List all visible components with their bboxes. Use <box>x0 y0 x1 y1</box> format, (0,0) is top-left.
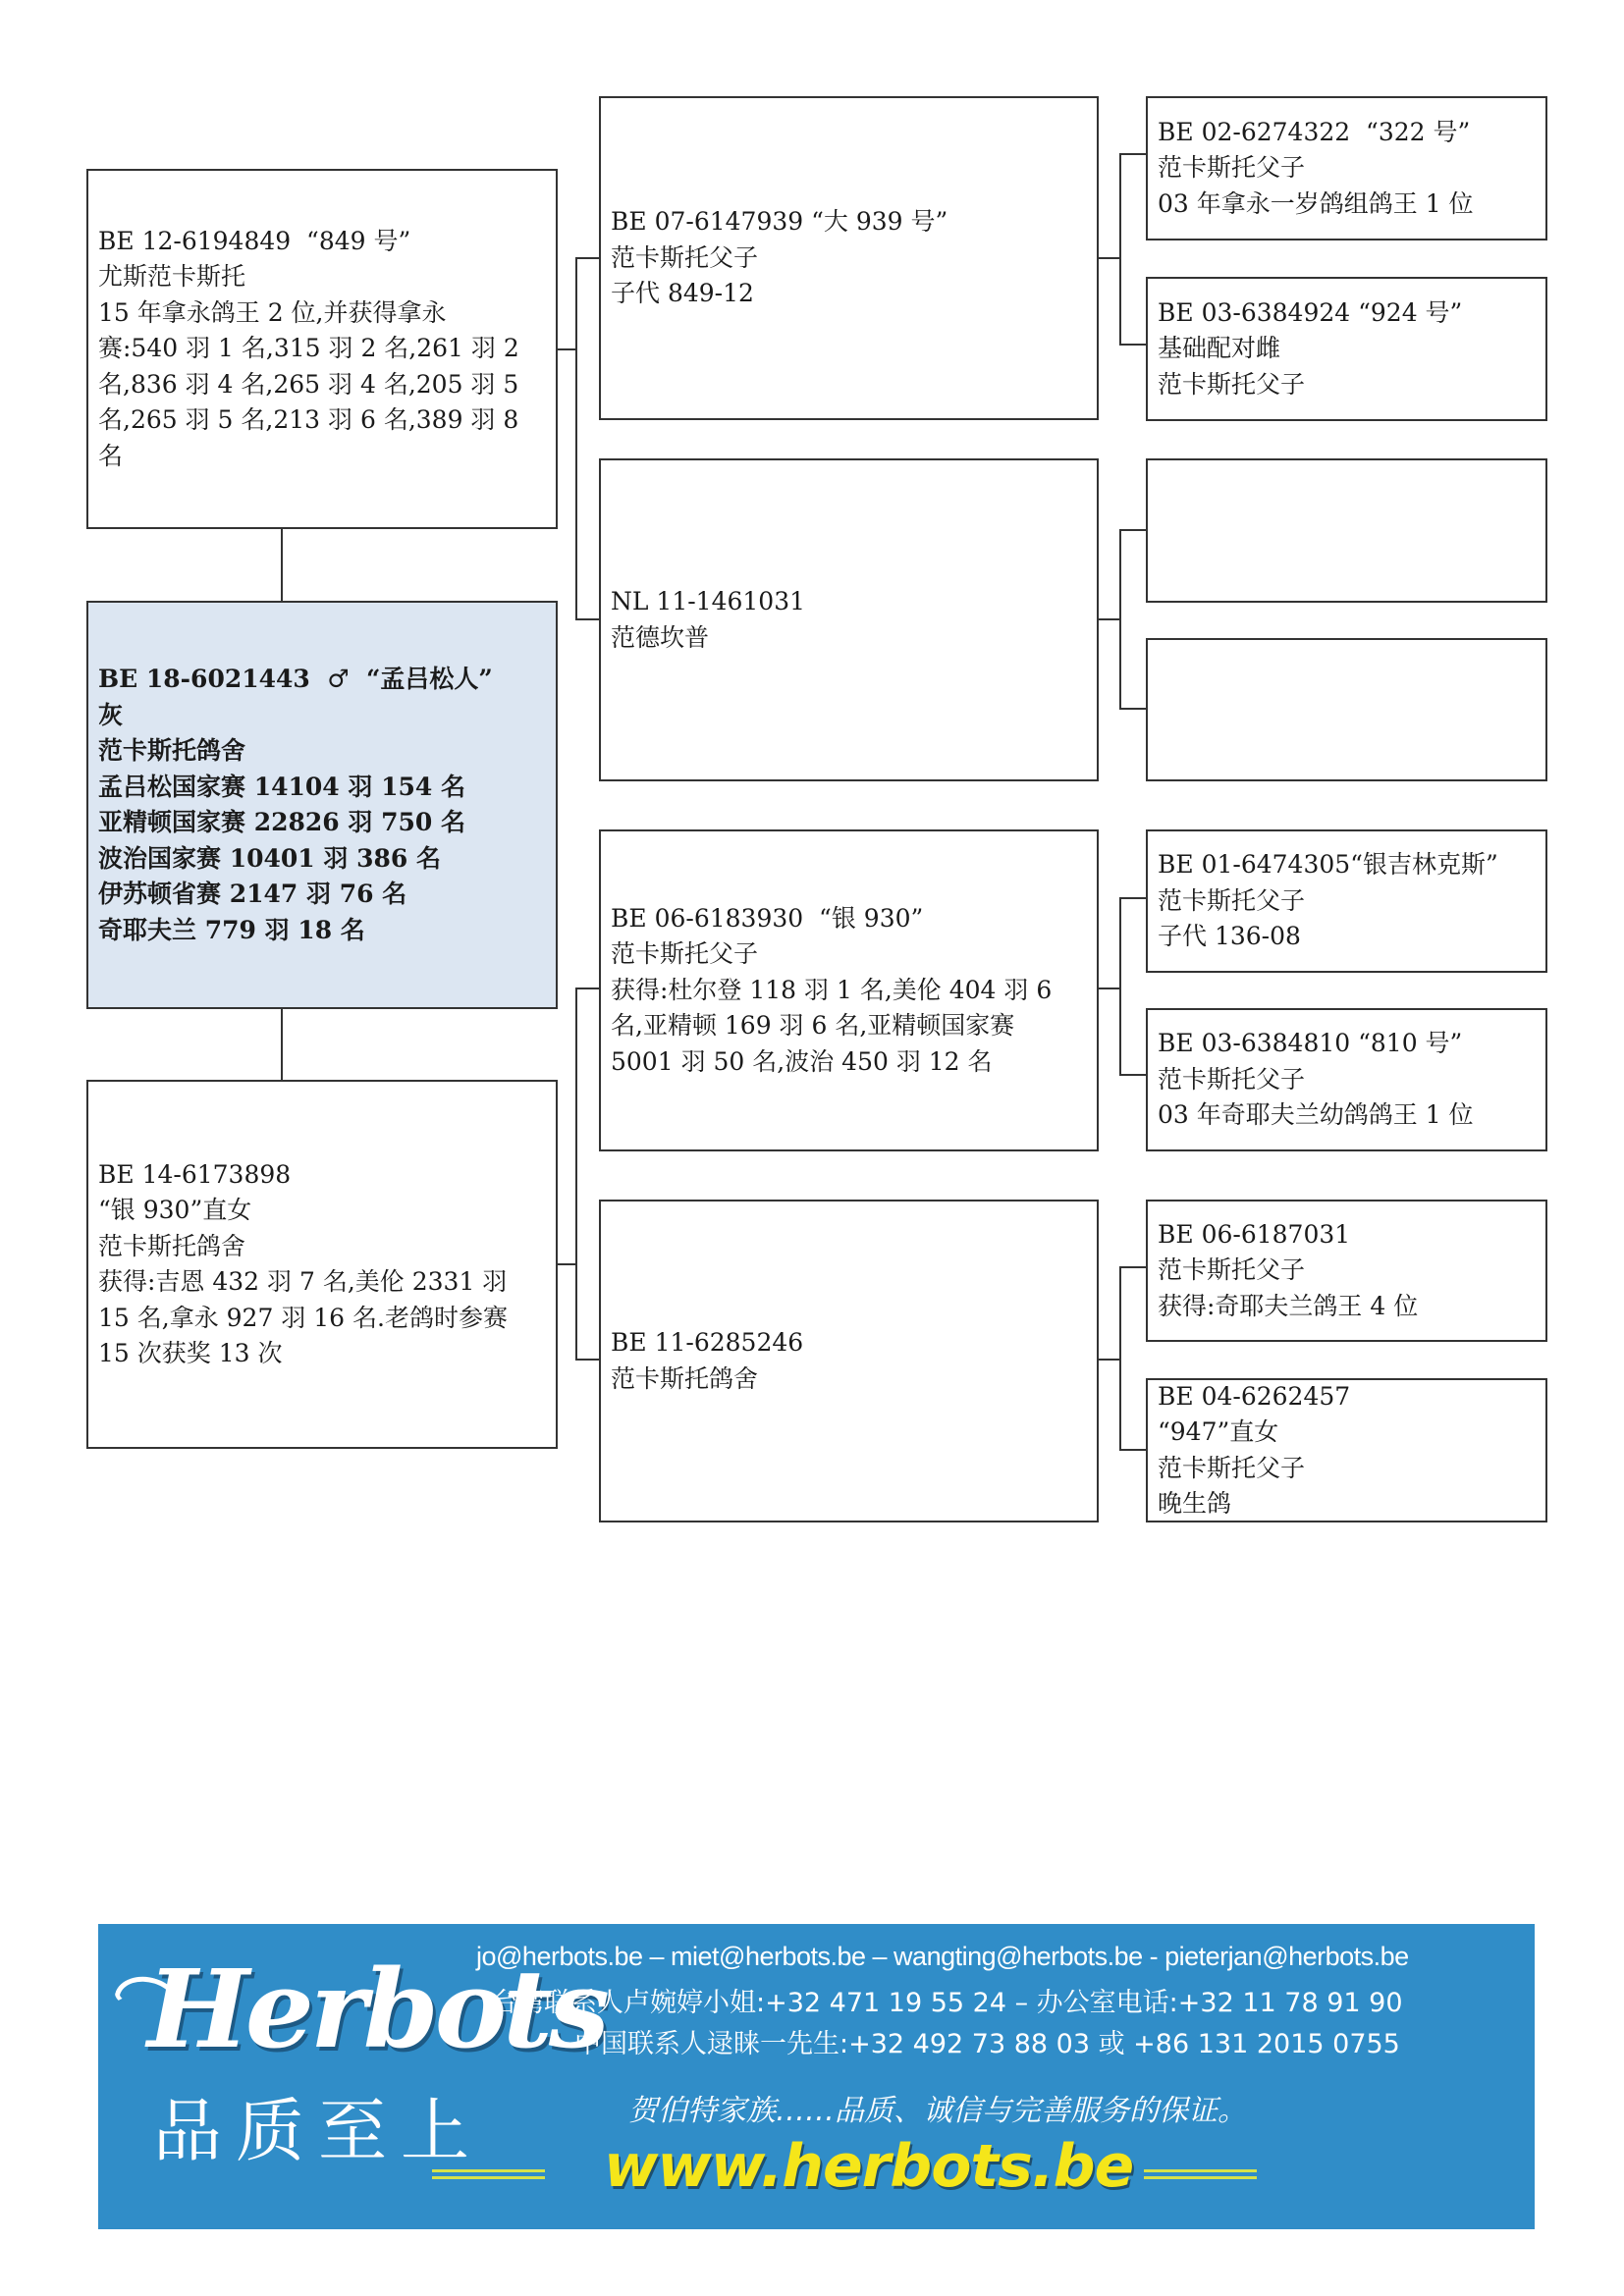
banner-china-contact: 中国联系人逯睐一先生:+32 492 73 88 03 或 +86 131 2015 0755 <box>574 2029 1400 2059</box>
connector-gp1-out <box>1098 257 1121 259</box>
pedigree-text-line: BE 11-6285246 <box>611 1328 804 1357</box>
pedigree-box-sire <box>86 169 558 529</box>
connector-dam-fork <box>575 988 577 1361</box>
pedigree-text-line: 波治国家赛 10401 羽 386 名 <box>98 843 441 873</box>
pedigree-box-great-grandparent-empty <box>1146 458 1547 603</box>
pedigree-text-line: 范卡斯托父子 <box>611 939 759 969</box>
pedigree-text-line: 子代 136-08 <box>1158 922 1301 951</box>
pedigree-text-line: 03 年奇耶夫兰幼鸽鸽王 1 位 <box>1158 1100 1474 1130</box>
pedigree-text-line: 15 年拿永鸽王 2 位,并获得拿永 <box>98 297 447 327</box>
herbots-banner <box>98 1924 1535 2229</box>
pedigree-box-grandparent <box>599 1200 1099 1522</box>
decorative-double-line-left <box>432 2169 545 2179</box>
pedigree-text-line: BE 01-6474305“银吉林克斯” <box>1158 850 1498 880</box>
pedigree-text-line: BE 07-6147939 “大 939 号” <box>611 207 948 237</box>
pedigree-text-line: BE 06-6187031 <box>1158 1219 1351 1249</box>
banner-tagline: 贺伯特家族……品质、诚信与完善服务的保证。 <box>628 2094 1247 2128</box>
connector-gp2-out <box>1098 618 1121 620</box>
pedigree-text-line: 5001 羽 50 名,波治 450 羽 12 名 <box>611 1046 993 1076</box>
pedigree-text-line: 获得:奇耶夫兰鸽王 4 位 <box>1158 1291 1419 1320</box>
connector-to-ggp4 <box>1119 708 1146 710</box>
pedigree-text-line: 范卡斯托鸽舍 <box>611 1363 759 1393</box>
pedigree-text-line: 范德坎普 <box>611 622 710 652</box>
pedigree-text-line: BE 03-6384924 “924 号” <box>1158 297 1463 327</box>
pedigree-box-great-grandparent <box>1146 1008 1547 1151</box>
connector-to-gp2 <box>575 618 599 620</box>
pedigree-box-grandparent <box>599 458 1099 781</box>
connector-to-gp3 <box>575 988 599 989</box>
connector-sire-out <box>557 348 577 350</box>
banner-taiwan-contact: 台湾联系人卢婉婷小姐:+32 471 19 55 24 – 办公室电话:+32 11 78 91 90 <box>491 1988 1403 2018</box>
connector-gp4-fork <box>1119 1266 1121 1451</box>
pedigree-text-line: 名,265 羽 5 名,213 羽 6 名,389 羽 8 <box>98 405 519 435</box>
pedigree-box-great-grandparent <box>1146 1378 1547 1522</box>
pedigree-text-line: 尤斯范卡斯托 <box>98 262 246 292</box>
connector-gp4-out <box>1098 1359 1121 1361</box>
connector-to-gp1 <box>575 257 599 259</box>
pedigree-box-great-grandparent <box>1146 829 1547 973</box>
banner-slogan: 品质至上 <box>153 2091 483 2171</box>
connector-to-ggp5 <box>1119 897 1146 899</box>
decorative-double-line-right <box>1144 2169 1257 2179</box>
pedigree-text-line: 赛:540 羽 1 名,315 羽 2 名,261 羽 2 <box>98 334 519 363</box>
pedigree-text-line: 伊苏顿省赛 2147 羽 76 名 <box>98 880 407 908</box>
pedigree-text-line: 奇耶夫兰 779 羽 18 名 <box>98 915 365 944</box>
pedigree-text-line: BE 04-6262457 <box>1158 1381 1351 1411</box>
pedigree-text-line: BE 14-6173898 <box>98 1159 292 1189</box>
pedigree-text-line: 范卡斯托父子 <box>1158 369 1306 399</box>
connector-gp3-out <box>1098 988 1121 989</box>
connector-dam-out <box>557 1263 577 1265</box>
pedigree-text-line: 基础配对雌 <box>1158 334 1281 363</box>
pedigree-text-line: “银 930”直女 <box>98 1196 252 1224</box>
pedigree-box-grandparent <box>599 829 1099 1151</box>
pedigree-box-dam <box>86 1080 558 1449</box>
connector-gp3-fork <box>1119 897 1121 1076</box>
pedigree-text-line: 15 次获奖 13 次 <box>98 1339 283 1367</box>
pedigree-text-line: BE 03-6384810 “810 号” <box>1158 1029 1463 1058</box>
pedigree-text-line: BE 06-6183930 “银 930” <box>611 903 924 933</box>
pedigree-text-line: “947”直女 <box>1158 1417 1279 1446</box>
pedigree-box-great-grandparent <box>1146 96 1547 240</box>
pedigree-text-line: 范卡斯托鸽舍 <box>98 1231 246 1260</box>
pedigree-text-line: 晚生鸽 <box>1158 1489 1232 1518</box>
pedigree-box-great-grandparent-empty <box>1146 638 1547 781</box>
pedigree-text-line: 灰 <box>98 700 124 729</box>
connector-to-ggp6 <box>1119 1074 1146 1076</box>
connector-to-gp4 <box>575 1359 599 1361</box>
pedigree-text-line: BE 18-6021443 ♂ “孟吕松人” <box>98 665 493 693</box>
connector-to-ggp8 <box>1119 1449 1146 1451</box>
connector-sire-subject <box>281 528 283 601</box>
pedigree-text-line: 范卡斯托父子 <box>611 242 759 272</box>
connector-to-ggp3 <box>1119 529 1146 531</box>
pedigree-text-line: 名 <box>98 441 124 470</box>
pedigree-text-line: 获得:吉恩 432 羽 7 名,美伦 2331 羽 <box>98 1267 508 1296</box>
pedigree-text-line: 范卡斯托父子 <box>1158 1453 1306 1482</box>
pedigree-text-line: 子代 849-12 <box>611 279 754 308</box>
pedigree-box-great-grandparent <box>1146 277 1547 421</box>
pedigree-text-line: 15 名,拿永 927 羽 16 名.老鸽时参赛 <box>98 1303 508 1332</box>
pedigree-box-subject <box>86 601 558 1009</box>
connector-subject-dam <box>281 1008 283 1080</box>
pedigree-text-line: 范卡斯托父子 <box>1158 1064 1306 1094</box>
pedigree-text-line: 获得:杜尔登 118 羽 1 名,美伦 404 羽 6 <box>611 975 1053 1004</box>
pedigree-box-great-grandparent <box>1146 1200 1547 1342</box>
banner-website-link[interactable]: www.herbots.be <box>604 2132 1134 2201</box>
connector-sire-fork <box>575 257 577 620</box>
connector-to-ggp7 <box>1119 1266 1146 1268</box>
connector-gp1-fork <box>1119 153 1121 346</box>
pedigree-text-line: 孟吕松国家赛 14104 羽 154 名 <box>98 772 465 801</box>
pedigree-text-line: NL 11-1461031 <box>611 587 806 615</box>
pedigree-text-line: 范卡斯托父子 <box>1158 153 1306 183</box>
pedigree-text-line: 范卡斯托鸽舍 <box>98 736 246 765</box>
connector-to-ggp2 <box>1119 344 1146 346</box>
pedigree-text-line: 范卡斯托父子 <box>1158 885 1306 915</box>
banner-emails[interactable]: jo@herbots.be – miet@herbots.be – wangting@herbots.be - pieterjan@herbots.be <box>476 1942 1409 1971</box>
herbots-logo: Herbots <box>147 1946 606 2072</box>
connector-to-ggp1 <box>1119 153 1146 155</box>
pedigree-text-line: 范卡斯托父子 <box>1158 1255 1306 1285</box>
pedigree-text-line: 亚精顿国家赛 22826 羽 750 名 <box>98 808 465 836</box>
pedigree-text-line: BE 02-6274322 “322 号” <box>1158 117 1471 146</box>
pedigree-box-grandparent <box>599 96 1099 420</box>
connector-gp2-fork <box>1119 529 1121 710</box>
pedigree-text-line: 名,亚精顿 169 羽 6 名,亚精顿国家赛 <box>611 1011 1015 1041</box>
pedigree-text-line: 名,836 羽 4 名,265 羽 4 名,205 羽 5 <box>98 369 519 399</box>
pedigree-text-line: BE 12-6194849 “849 号” <box>98 226 411 255</box>
pedigree-text-line: 03 年拿永一岁鸽组鸽王 1 位 <box>1158 188 1474 218</box>
